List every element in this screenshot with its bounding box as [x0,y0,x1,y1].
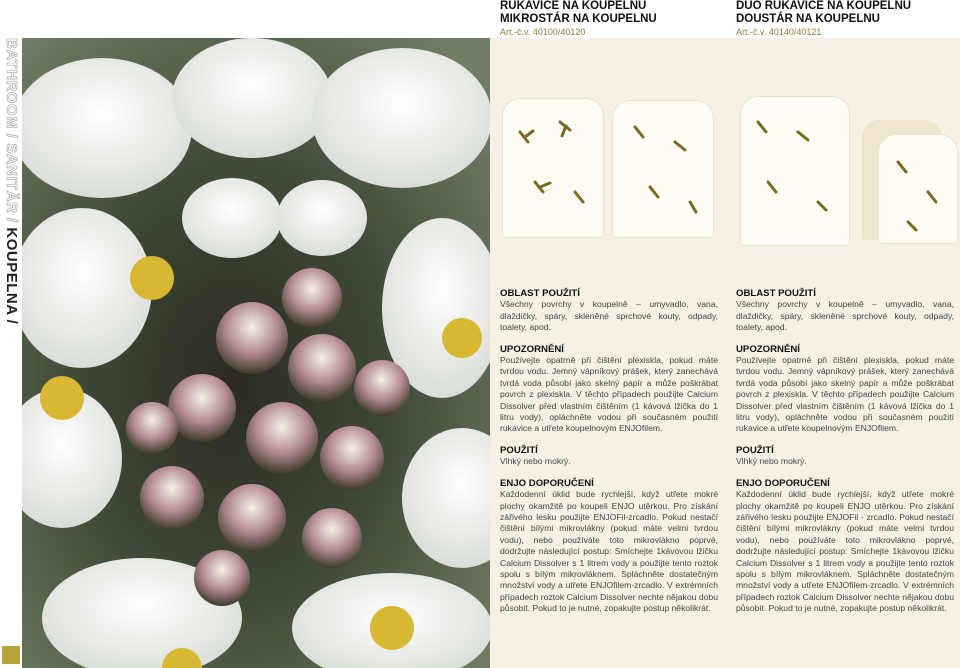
product-1-image [500,92,720,242]
section-title-solid: KOUPELNA / [3,227,20,325]
section-title-text [3,38,20,324]
section-title-outline: BATHROOM / SANITÄR / [3,38,20,223]
product-1-subtitle: MIKROSTÁR NA KOUPELNU [500,13,657,25]
section-heading: POUŽITÍ [736,444,774,456]
flower-photo [22,38,490,668]
product-2-header [736,0,956,37]
product-1-art: Art.-č.v. 40100/40120 [500,27,586,37]
section-heading: OBLAST POUŽITÍ [736,288,816,299]
product-1-title: RUKAVICE NA KOUPELNU [500,0,647,12]
product-1-details [500,288,718,615]
section-heading: POUŽITÍ [500,444,538,456]
section-text: Používejte opatrně při čištění plexiskla, pokud máte tvrdou vodu. Jemný vápníkový prášek, který zanechává tvrdá voda působí jako skelný papír a může poškrábat povrch z plexiskla. V těchto případech použijte Calcium Dissolver před vlastním čištěním (1 kávová lžička do 1 litru vody), opláchněte vodou při současném použití rukavice a utřete koupelnovým ENJOfilem. [500,355,718,434]
section-text: Všechny povrchy v koupelně – umyvadlo, vana, dlaždičky, spáry, skleněné sprchové kouty, odpady, toalety, apod. [736,299,954,333]
product-2-title: DUO RUKAVICE NA KOUPELNU [736,0,912,12]
section-heading: ENJO DOPORUČENÍ [500,477,594,489]
section-heading: UPOZORNĚNÍ [500,343,564,355]
product-2-image [738,92,958,252]
section-heading: ENJO DOPORUČENÍ [736,477,830,489]
section-text: Každodenní úklid bude rychlejší, když utřete mokré plochy okamžitě po koupeli ENJO utěrkou. Pro získání zářivého lesku použijte ENJOFil - zrcadlo. Pokud nestačí čištění bílými mikrovlákny (pokud máte velmi tvrdou vodu), nebo používáte toto mikrovlákno poprvé, dodržujte následující postup: Smíchejte 1kávovou lžičku Calcium Dissolver s 1 litrem vody a použijte tento roztok spolu s bílým mikrovláknem. Spláchněte dostatečným množství vody a utřete ENJOfilem-zrcadlo. V extrémních případech roztok Calcium Dissolver nechte nějakou dobu působit. Pokud to je nutné, zopakujte postup několikrát. [736,489,954,614]
section-text: Každodenní úklid bude rychlejší, když utřete mokré plochy okamžitě po koupeli ENJO utěrkou. Pro získání zářivého lesku použijte ENJOFil-zrcadlo. Pokud nestačí čištění bílými mikrovlákny (pokud máte velmi tvrdou vodu), nebo používáte toto mikrovlákno poprvé, dodržujte následující postup: Smíchejte 1kávovou lžičku Calcium Dissolver s 1 litrem vody a použijte tento roztok spolu s bílým mikrovláknem. Spláchněte dostatečným množství vody a utřete ENJOfilem-zrcadlo. V extrémních případech roztok Calcium Dissolver nechte nějakou dobu působit. Pokud to je nutné, zopakujte postup několikrát. [500,489,718,614]
section-text: Vlhký nebo mokrý. [736,456,807,467]
brand-logo-icon [2,646,20,664]
product-2-details [736,288,954,615]
product-2-subtitle: DOUSTÁR NA KOUPELNU [736,13,880,25]
sidebar [0,0,22,668]
section-heading: OBLAST POUŽITÍ [500,288,580,299]
product-2-art: Art.-č.v. 40140/40121 [736,27,822,37]
section-text: Používejte opatrně při čištění plexiskla, pokud máte tvrdou vodu. Jemný vápníkový prášek, který zanechává tvrdá voda působí jako skelný papír a může poškrábat povrch z plexiskla. V těchto případech použijte Calcium Dissolver před vlastním čištěním (1 kávová lžička do 1 litru vody), opláchněte vodou při současném použití rukavice a utřete koupelnovým ENJOfilem. [736,355,954,434]
product-1-header [500,0,720,37]
section-heading: UPOZORNĚNÍ [736,343,800,355]
section-title [0,38,22,638]
section-text: Všechny povrchy v koupelně – umyvadlo, vana, dlaždičky, spáry, skleněné sprchové kouty, odpady, toalety, apod. [500,299,718,333]
section-text: Vlhký nebo mokrý. [500,456,571,467]
